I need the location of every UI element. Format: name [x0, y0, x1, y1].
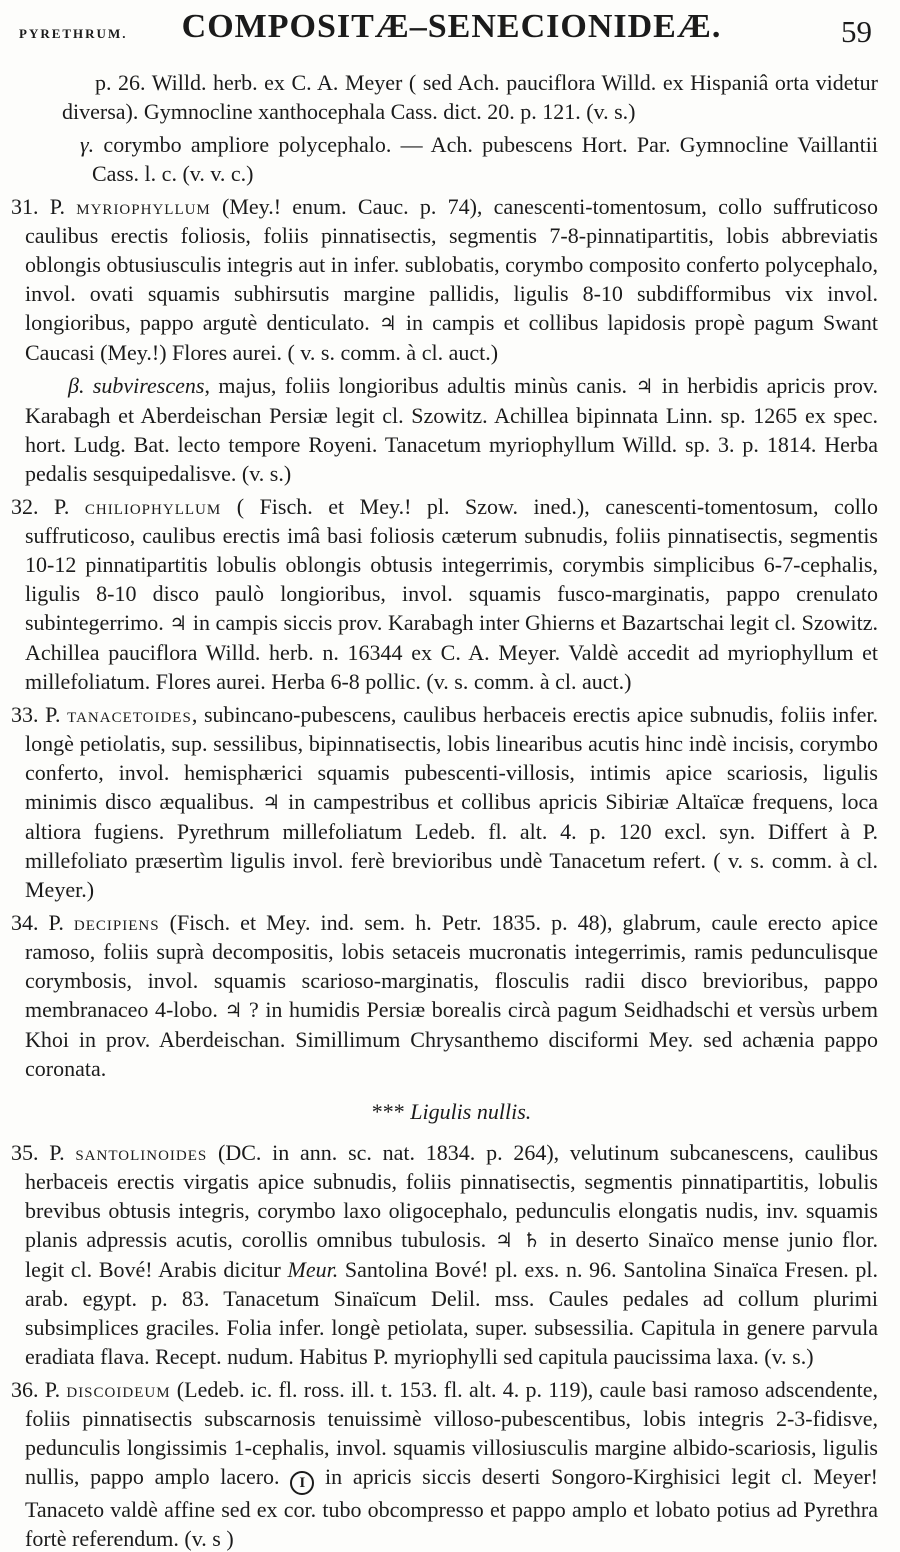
text-segment: 36. P.: [11, 1377, 67, 1402]
text-segment: 32. P.: [11, 494, 85, 519]
entry-35-santolinoides: [11, 1138, 879, 1371]
botanical-symbol: ♃: [378, 311, 397, 335]
text-segment: in herbidis apricis prov. Karabagh et Aberdeischan Persiæ legit cl. Szowitz. Achillea bipinnata Linn. sp. 1265 ex spec. hort. Ludg. Bat. lecto tempore Royeni. Tanacetum myriophyllum Willd. sp. 3. p. 1814. Herba pedalis sesquipedalisve. (v. s.): [25, 373, 879, 486]
text-segment: (Ledeb. ic. fl. ross. ill. t. 153. fl. alt. 4. p. 119), caule basi ramoso adscendente, foliis pinnatisectis subscarnosis tenuissimè villoso-pubescentibus, lobis integris 2-3-fidisve, pedunculis longissimis 1-cephalis, invol. squamis villosiusculis margine albido-scariosis, ligulis nullis, pappo amplo lacero.: [25, 1377, 878, 1489]
botanical-symbol: ♃: [262, 790, 281, 814]
text-segment: , subincano-pubescens, caulibus herbaceis erectis apice subnudis, foliis infer. longè petiolatis, sup. sessilibus, bipinnatisectis, lobis linearibus acutis hinc indè incisis, corymbo conferto, invol. hemisphærici squamis pubescenti-villosis, intimis apice scariosis, ligulis minimis disco æqualibus.: [25, 702, 878, 814]
text-segment: Meur.: [287, 1257, 339, 1282]
text-block: [11, 68, 879, 1552]
text-segment: in campis siccis prov. Karabagh inter Ghierns et Bazartschai legit cl. Szowitz. Achillea pauciflora Willd. herb. n. 16344 ex C. A. Meyer. Valdè accedit ad myriophyllum et millefoliatum. Flores aurei. Herba 6-8 pollic. (v. s. comm. à cl. auct.): [25, 610, 878, 694]
text-segment: p. 26. Willd. herb. ex C. A. Meyer ( sed Ach. pauciflora Willd. ex Hispaniâ orta videtur diversa). Gymnocline xanthocephala Cass. dict. 20. p. 121. (v. s.): [62, 70, 878, 124]
botanical-symbol: ♃: [224, 998, 243, 1022]
text-segment: myriophyllum: [76, 194, 211, 219]
annual-plant-symbol: I: [290, 1471, 314, 1495]
text-segment: santolinoides: [75, 1140, 208, 1165]
text-segment: (Fisch. et Mey. ind. sem. h. Petr. 1835. p. 48), glabrum, caule erecto apice ramoso, foliis suprà decompositis, lobis setaceis mucronatis integerrimis, ramis pedunculisque corymbosis, invol. squamis scarioso-marginatis, flosculis radii disco brevioribus, pappo membranaceo 4-lobo.: [25, 910, 878, 1022]
running-head: PYRETHRUM.: [19, 26, 128, 41]
text-segment: 34. P.: [11, 910, 74, 935]
text-segment: 33. P.: [11, 702, 68, 727]
text-segment: corymbo ampliore polycephalo. — Ach. pubescens Hort. Par. Gymnocline Vaillantii Cass. l. c. (v. v. c.): [92, 132, 878, 186]
text-segment: tanacetoides: [67, 702, 192, 727]
text-segment: discoideum: [66, 1377, 171, 1402]
text-segment: Ligulis nullis.: [410, 1099, 532, 1124]
text-segment: Santolina Bové! pl. exs. n. 96. Santolina Sinaïca Fresen. pl. arab. egypt. p. 83. Tanacetum Sinaïcum Delil. mss. Caules pedales ad collum plurimi subsimplices graciles. Folia infer. longè petiolata, super. subsessilia. Capitula in genere parvula eradiata flava. Recept. nudum. Habitus P. myriophylli sed capitula paucissima laxa. (v. s.): [25, 1257, 878, 1369]
variety-gamma: [80, 130, 878, 188]
text-segment: ***: [371, 1099, 411, 1124]
entry-32-chiliophyllum: [11, 492, 879, 696]
page-number: 59: [841, 14, 872, 49]
entry-33-tanacetoides: [11, 700, 878, 904]
variety-beta-subvirescens: [25, 371, 878, 488]
text-segment: chiliophyllum: [84, 494, 222, 519]
text-segment: 31. P.: [11, 194, 77, 219]
entry-36-discoideum: [11, 1375, 878, 1552]
text-segment: , majus, foliis longioribus adultis minùs canis.: [204, 373, 636, 398]
text-segment: in campis et collibus lapidosis propè pagum Swant Caucasi (Mey.!) Flores aurei. ( v. s. comm. à cl. auct.): [25, 310, 878, 365]
botanical-symbol: ♃: [635, 374, 654, 398]
botanical-symbol: ♃ ♄: [495, 1228, 541, 1252]
botanical-symbol: ♃: [169, 611, 188, 635]
text-segment: ( Fisch. et Mey.! pl. Szow. ined.), canescenti-tomentosum, collo suffruticoso, caulibus erectis imâ basi foliosis cæterum subnudis, foliis pinnatisectis, segmentis 10-12 pinnatipartitis lobulis oblongis obtusis integerrimis, corymbis simplicibus 6-7-cephalis, ligulis 8-10 disco paulò longioribus, invol. squamis fusco-marginatis, pappo crenulato subintegerrimo.: [25, 494, 879, 635]
page-header: [19, 8, 878, 60]
text-segment: β. subvirescens: [68, 373, 205, 398]
text-segment: 35. P.: [11, 1140, 76, 1165]
entry-34-decipiens: [11, 908, 879, 1083]
text-segment: in deserto Sinaïco mense junio flor. legit cl. Bové! Arabis dicitur: [25, 1227, 879, 1282]
text-segment: in campestribus et collibus apricis Sibiriæ Altaïcæ frequens, loca altiora fugiens. Pyrethrum millefoliatum Ledeb. fl. alt. 4. p. 120 excl. syn. Differt à P. millefoliato præsertìm ligulis invol. ferè brevioribus undè Tanacetum refert. ( v. s. comm. à cl. Meyer.): [25, 789, 878, 902]
text-segment: in apricis siccis deserti Songoro-Kirghisici legit cl. Meyer! Tanaceto valdè affine sed ex cor. tubo obcompresso et pappo amplo et lobato potius ad Pyrethra fortè referendum. (v. s ): [25, 1464, 878, 1551]
section-heading-ligulis-nullis: [25, 1097, 878, 1126]
page-title: COMPOSITÆ–SENECIONIDEÆ.: [181, 8, 722, 45]
text-segment: γ.: [80, 132, 95, 157]
entry-31-myriophyllum: [11, 192, 878, 367]
text-segment: (Mey.! enum. Cauc. p. 74), canescenti-tomentosum, collo suffruticoso caulibus erectis foliosis, foliis pinnatisectis, segmentis 7-8-pinnatipartitis, lobis abbreviatis oblongis obtusiusculis integris aut in infer. sublobatis, corymbo composito conferto polycephalo, invol. ovati squamis subhirsutis margine pallidis, ligulis 8-10 subdifformibus vix invol. longioribus, pappo argutè denticulato.: [25, 194, 878, 335]
text-segment: decipiens: [73, 910, 160, 935]
text-segment: ? in humidis Persiæ borealis circà pagum Seidhadschi et versùs urbem Khoi in prov. Aberdeischan. Simillimum Chrysanthemo disciformi Mey. sed achænia pappo coronata.: [25, 997, 879, 1081]
continuation-achillea-pauciflora: [62, 68, 878, 126]
text-segment: (DC. in ann. sc. nat. 1834. p. 264), velutinum subcanescens, caulibus herbaceis erectis virgatis apice subnudis, foliis pinnatisectis, segmentis pinnatipartitis, lobulis brevibus obtusis integris, corymbo laxo oligocephalo, pedunculis elongatis nudis, inv. squamis planis adpressis acutis, corollis omnibus tubulosis.: [25, 1140, 879, 1252]
